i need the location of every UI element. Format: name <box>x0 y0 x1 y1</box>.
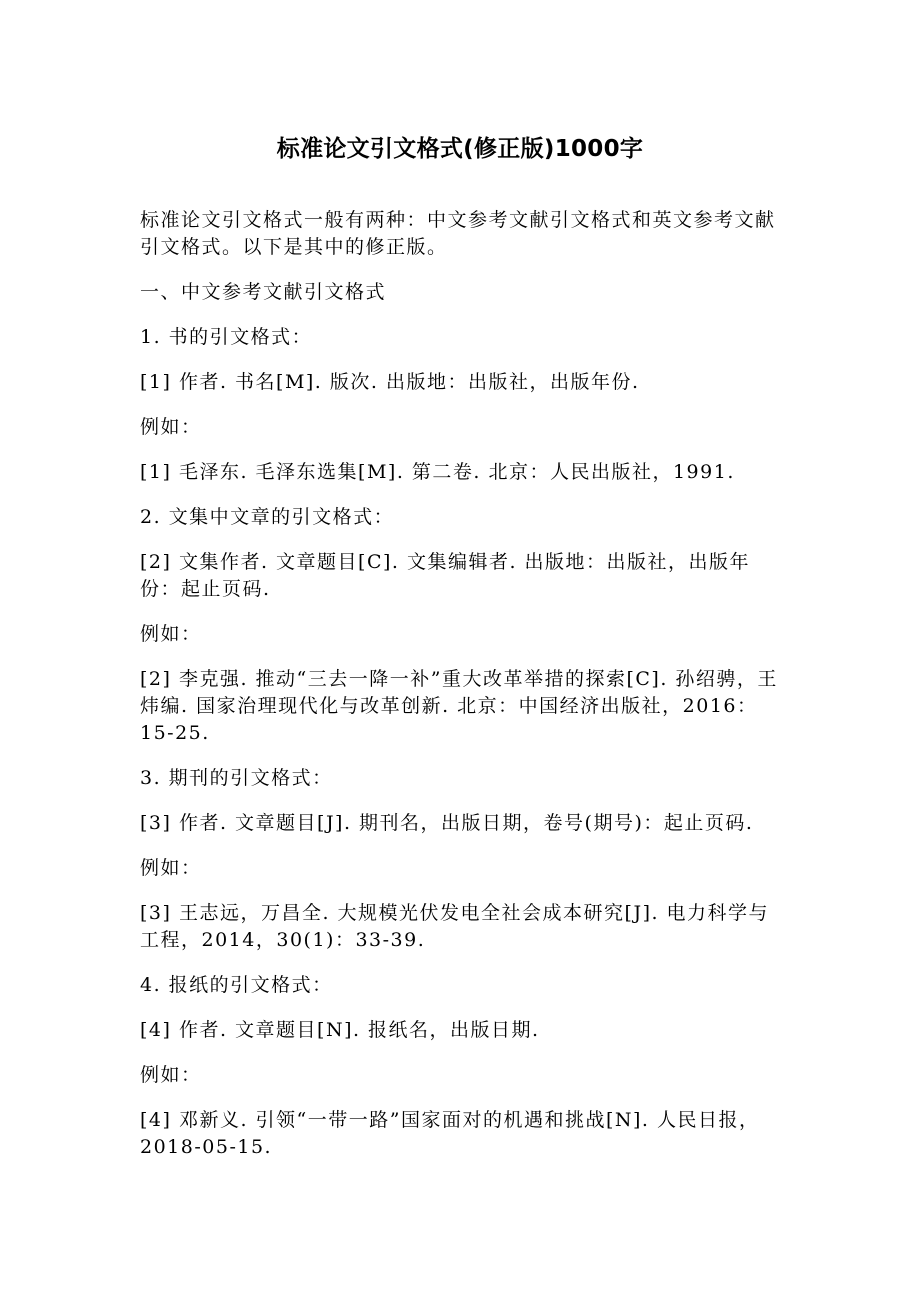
example-label: 例如： <box>140 416 202 438</box>
newspaper-format-template: [4] 作者. 文章题目[N]. 报纸名，出版日期. <box>140 1019 540 1041</box>
section-heading-chinese-references: 一、中文参考文献引文格式 <box>140 281 387 303</box>
example-label: 例如： <box>140 857 202 879</box>
journal-format-template: [3] 作者. 文章题目[J]. 期刊名，出版日期，卷号(期号)：起止页码. <box>140 812 754 834</box>
subheading-book-format: 1. 书的引文格式： <box>140 326 313 348</box>
example-label: 例如： <box>140 623 202 645</box>
document-title: 标准论文引文格式(修正版)1000字 <box>276 136 644 162</box>
subheading-journal-format: 3. 期刊的引文格式： <box>140 767 333 789</box>
collection-format-example: [2] 李克强. 推动“三去一降一补”重大改革举措的探索[C]. 孙绍骋，王炜编. 国家治理现代化与改革创新. 北京：中国经济出版社，2016：15-25. <box>140 668 778 744</box>
book-format-example: [1] 毛泽东. 毛泽东选集[M]. 第二卷. 北京：人民出版社，1991. <box>140 461 735 483</box>
example-label: 例如： <box>140 1064 202 1086</box>
subheading-newspaper-format: 4. 报纸的引文格式： <box>140 974 333 996</box>
document-body <box>140 207 785 1179</box>
intro-paragraph: 标准论文引文格式一般有两种：中文参考文献引文格式和英文参考文献引文格式。以下是其中的修正版。 <box>140 209 776 258</box>
subheading-collection-format: 2. 文集中文章的引文格式： <box>140 506 395 528</box>
book-format-template: [1] 作者. 书名[M]. 版次. 出版地：出版社，出版年份. <box>140 371 640 393</box>
collection-format-template: [2] 文集作者. 文章题目[C]. 文集编辑者. 出版地：出版社，出版年份：起止页码. <box>140 551 751 600</box>
journal-format-example: [3] 王志远，万昌全. 大规模光伏发电全社会成本研究[J]. 电力科学与工程，2014，30(1)：33-39. <box>140 902 770 951</box>
newspaper-format-example: [4] 邓新义. 引领“一带一路”国家面对的机遇和挑战[N]. 人民日报，2018-05-15. <box>140 1109 760 1158</box>
